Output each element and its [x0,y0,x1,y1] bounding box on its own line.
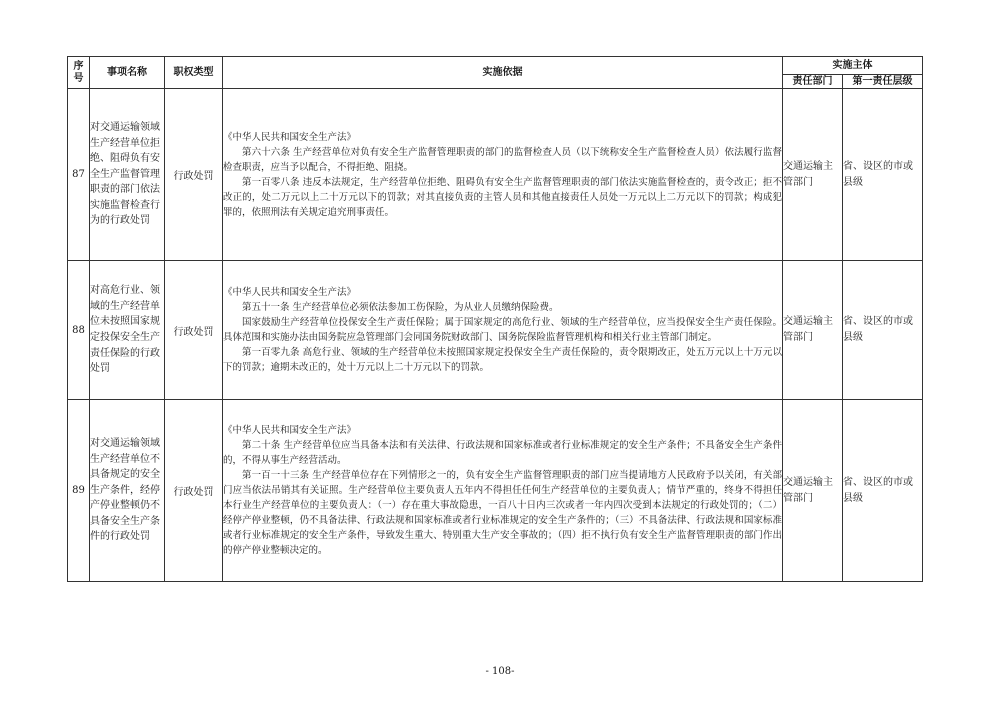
basis-paragraph: 第二十条 生产经营单位应当具备本法和有关法律、行政法规和国家标准或者行业标准规定的安全生产条件；不具备安全生产条件的，不得从事生产经营活动。 [223,440,782,466]
responsibility-level: 省、设区的市或县级 [843,261,923,400]
legal-basis [223,261,783,400]
item-name: 对高危行业、领域的生产经营单位未按照国家规定投保安全生产责任保险的行政处罚 [90,261,165,400]
law-title: 《中华人民共和国安全生产法》 [223,131,357,143]
authority-type: 行政处罚 [165,261,223,400]
responsible-department: 交通运输主管部门 [783,89,843,261]
basis-paragraph: 第五十一条 生产经营单位必须依法参加工伤保险，为从业人员缴纳保险费。 [242,302,559,313]
responsibility-level: 省、设区的市或县级 [843,89,923,261]
header-name: 事项名称 [90,57,165,89]
basis-paragraph: 第一百零九条 高危行业、领域的生产经营单位未按照国家规定投保安全生产责任保险的，责令限期改正，处五万元以上十万元以下的罚款；逾期未改正的，处十万元以上二十万元以下的罚款。 [223,347,782,373]
basis-paragraph: 第一百一十三条 生产经营单位存在下列情形之一的，负有安全生产监督管理职责的部门应当提请地方人民政府予以关闭，有关部门应当依法吊销其有关证照。生产经营单位主要负责人五年内不得担任任何生产经营单位的主要负责人；情节严重的，终身不得担任本行业生产经营单位的主要负责人：（一）存在重大事故隐患，一百八十日内三次或者一年内四次受到本法规定的行政处罚的；（二）经停产停业整顿，仍不具备法律、行政法规和国家标准或者行业标准规定的安全生产条件的；（三）不具备法律、行政法规和国家标准或者行业标准规定的安全生产条件，导致发生重大、特别重大生产安全事故的；（四）拒不执行负有安全生产监督管理职责的部门作出的停产停业整顿决定的。 [223,470,782,556]
basis-paragraph: 第一百零八条 违反本法规定，生产经营单位拒绝、阻碍负有安全生产监督管理职责的部门依法实施监督检查的，责令改正；拒不改正的，处二万元以上二十万元以下的罚款；对其直接负责的主管人员和其他直接责任人员处一万元以上二万元以下的罚款；构成犯罪的，依照刑法有关规定追究刑事责任。 [223,176,782,218]
table-body [68,89,923,582]
table-header [68,57,923,89]
basis-paragraph: 国家鼓励生产经营单位投保安全生产责任保险；属于国家规定的高危行业、领域的生产经营单位，应当投保安全生产责任保险。具体范围和实施办法由国务院应急管理部门会同国务院财政部门、国务院保险监督管理机构和相关行业主管部门制定。 [223,317,782,343]
legal-basis [223,89,783,261]
item-name: 对交通运输领域生产经营单位不具备规定的安全生产条件，经停产停业整顿仍不具备安全生产条件的行政处罚 [90,400,165,582]
header-basis: 实施依据 [223,57,783,89]
header-subject: 实施主体 [783,57,923,75]
row-number: 87 [68,89,90,261]
responsible-department: 交通运输主管部门 [783,400,843,582]
responsible-department: 交通运输主管部门 [783,261,843,400]
header-seq: 序号 [68,57,90,89]
authority-table [67,56,923,582]
table-row [68,400,923,582]
table-row [68,89,923,261]
responsibility-level: 省、设区的市或县级 [843,400,923,582]
law-title: 《中华人民共和国安全生产法》 [223,425,357,436]
header-dept: 责任部门 [783,75,843,89]
page-number: - 108- [485,666,515,677]
authority-type: 行政处罚 [165,89,223,261]
row-number: 88 [68,261,90,400]
legal-basis [223,400,783,582]
item-name: 对交通运输领域生产经营单位拒绝、阻碍负有安全生产监督管理职责的部门依法实施监督检查行为的行政处罚 [90,89,165,261]
basis-paragraph: 第六十六条 生产经营单位对负有安全生产监督管理职责的部门的监督检查人员（以下统称安全生产监督检查人员）依法履行监督检查职责，应当予以配合，不得拒绝、阻挠。 [223,146,782,173]
header-level: 第一责任层级 [843,75,923,89]
header-type: 职权类型 [165,57,223,89]
row-number: 89 [68,400,90,582]
table-row [68,261,923,400]
authority-type: 行政处罚 [165,400,223,582]
law-title: 《中华人民共和国安全生产法》 [223,287,357,298]
